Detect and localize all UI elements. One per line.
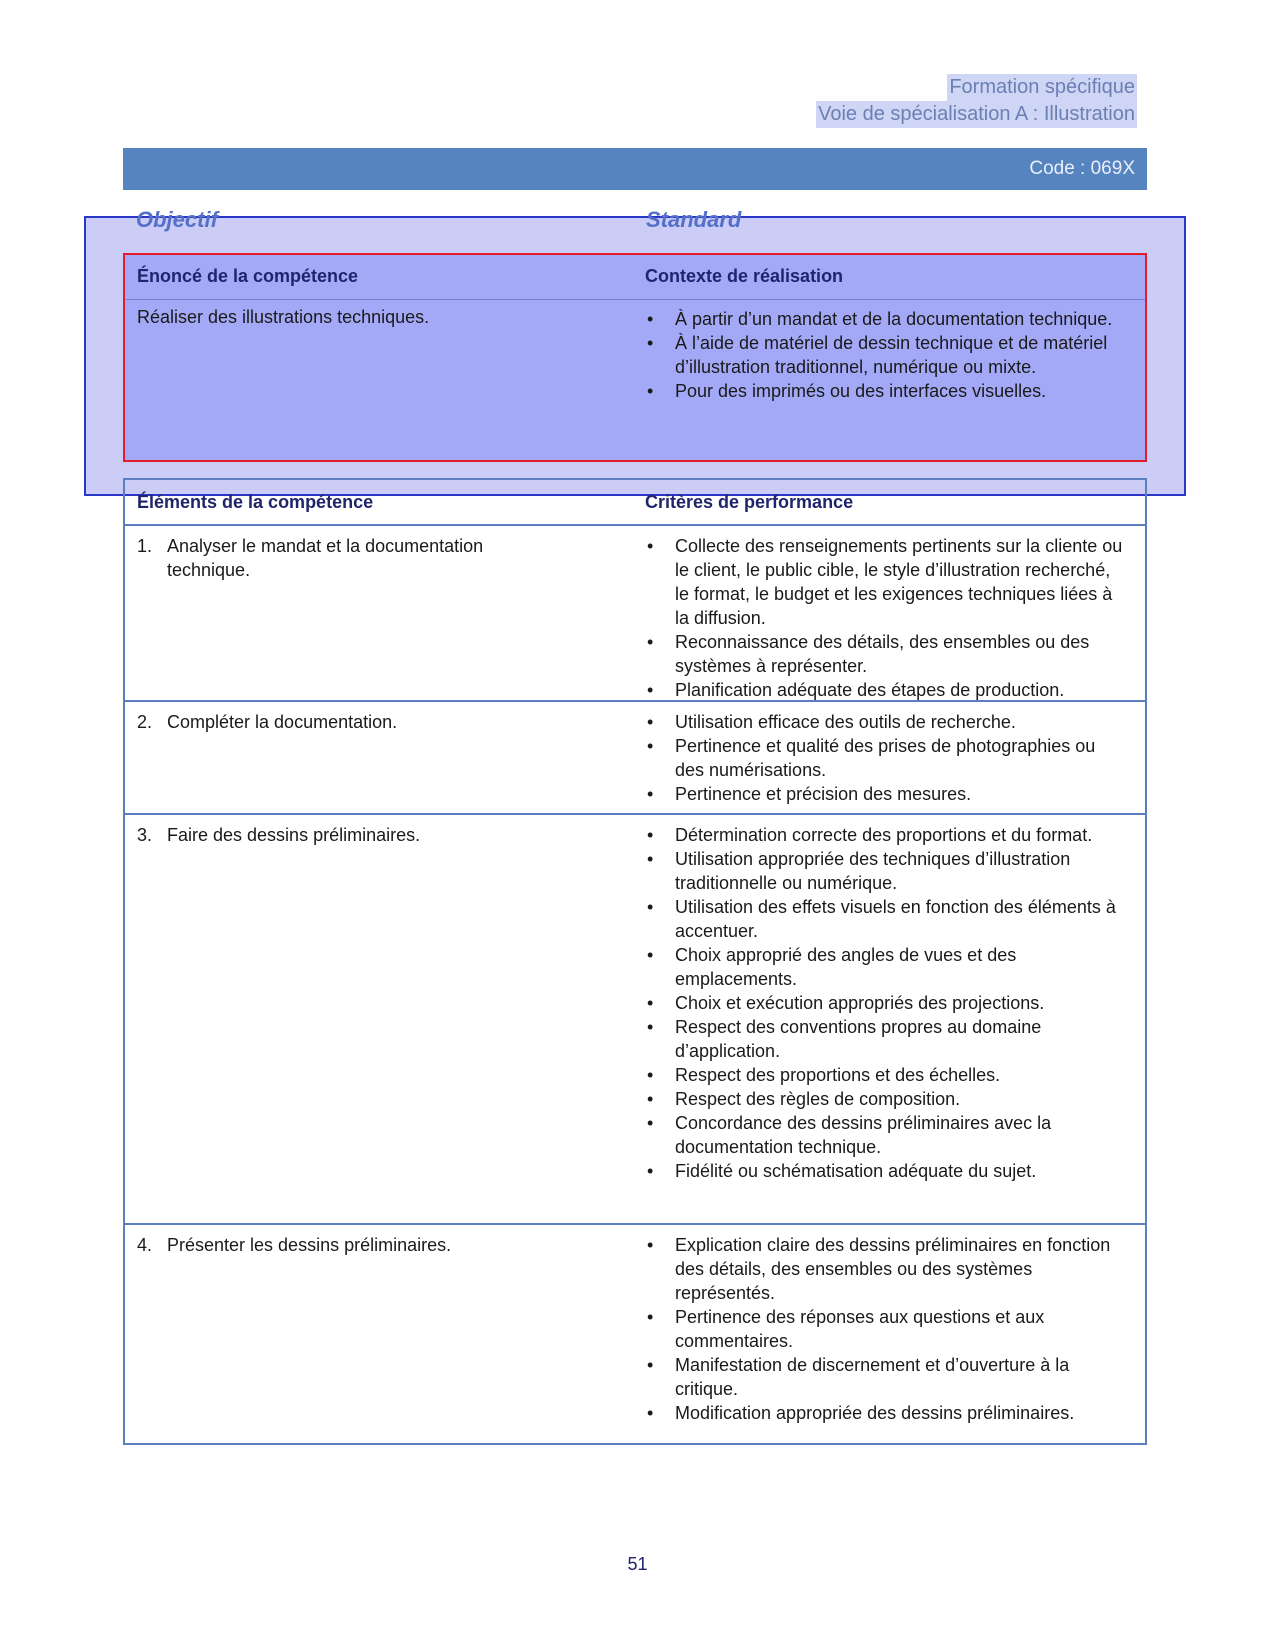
element-item xyxy=(137,1233,557,1257)
criteres-header: Critères de performance xyxy=(645,492,854,512)
critere-item: • Utilisation appropriée des techniques d’illustration traditionnelle ou numérique. xyxy=(645,847,1125,895)
critere-item: • Explication claire des dessins préliminaires en fonction des détails, des ensembles ou des systèmes représentés. xyxy=(645,1233,1125,1305)
contexte-item: • Pour des imprimés ou des interfaces visuelles. xyxy=(645,379,1125,403)
critere-item: • Reconnaissance des détails, des ensembles ou des systèmes à représenter. xyxy=(645,630,1125,678)
page-number: 51 xyxy=(627,1554,648,1574)
table-row xyxy=(125,702,1145,815)
critere-item: • Utilisation efficace des outils de recherche. xyxy=(645,710,1125,734)
elements-table-header xyxy=(125,480,1145,526)
critere-item: • Pertinence des réponses aux questions et aux commentaires. xyxy=(645,1305,1125,1353)
document-header xyxy=(816,74,1137,128)
element-text: Faire des dessins préliminaires. xyxy=(167,825,421,845)
critere-item: • Collecte des renseignements pertinents sur la cliente ou le client, le public cible, le style d’illustration recherché, le format, le budget et les exigences techniques liées à la diffusion. xyxy=(645,534,1125,630)
element-item xyxy=(137,534,557,582)
element-number: 2. xyxy=(137,712,153,732)
critere-item: • Respect des conventions propres au domaine d’application. xyxy=(645,1015,1125,1063)
critere-item: • Respect des proportions et des échelles. xyxy=(645,1063,1125,1087)
criteres-list xyxy=(645,1233,1125,1425)
header-formation: Formation spécifique xyxy=(947,74,1137,101)
critere-item: • Choix approprié des angles de vues et des emplacements. xyxy=(645,943,1125,991)
critere-item: • Pertinence et qualité des prises de photographies ou des numérisations. xyxy=(645,734,1125,782)
element-text: Compléter la documentation. xyxy=(167,712,398,732)
table-row xyxy=(125,815,1145,1225)
contexte-item: • À l’aide de matériel de dessin technique et de matériel d’illustration traditionnel, numérique ou mixte. xyxy=(645,331,1125,379)
criteres-list xyxy=(645,823,1125,1183)
element-number: 3. xyxy=(137,825,153,845)
header-divider xyxy=(125,299,1145,300)
critere-item: • Modification appropriée des dessins préliminaires. xyxy=(645,1401,1125,1425)
contexte-header: Contexte de réalisation xyxy=(645,266,844,286)
element-text: Analyser le mandat et la documentation technique. xyxy=(167,536,484,580)
code-bar xyxy=(123,148,1147,190)
table-row xyxy=(125,526,1145,702)
table-row xyxy=(125,1225,1145,1443)
standard-label: Standard xyxy=(646,207,742,232)
header-voie: Voie de spécialisation A : Illustration xyxy=(816,101,1137,128)
critere-item: • Pertinence et précision des mesures. xyxy=(645,782,1125,806)
element-item xyxy=(137,710,557,734)
objectif-label: Objectif xyxy=(136,207,218,232)
element-text: Présenter les dessins préliminaires. xyxy=(167,1235,452,1255)
code-label: Code : 069X xyxy=(1029,158,1135,179)
elements-header: Éléments de la compétence xyxy=(137,492,374,512)
critere-item: • Choix et exécution appropriés des projections. xyxy=(645,991,1125,1015)
enonce-text: Réaliser des illustrations techniques. xyxy=(137,307,430,327)
critere-item: • Utilisation des effets visuels en fonction des éléments à accentuer. xyxy=(645,895,1125,943)
critere-item: • Respect des règles de composition. xyxy=(645,1087,1125,1111)
contexte-list xyxy=(645,307,1125,403)
competence-box xyxy=(123,253,1147,462)
critere-item: • Concordance des dessins préliminaires avec la documentation technique. xyxy=(645,1111,1125,1159)
contexte-item: • À partir d’un mandat et de la documentation technique. xyxy=(645,307,1125,331)
element-number: 1. xyxy=(137,536,153,556)
element-item xyxy=(137,823,557,847)
critere-item: • Planification adéquate des étapes de production. xyxy=(645,678,1125,702)
critere-item: • Manifestation de discernement et d’ouverture à la critique. xyxy=(645,1353,1125,1401)
element-number: 4. xyxy=(137,1235,153,1255)
enonce-header: Énoncé de la compétence xyxy=(137,266,359,286)
critere-item: • Détermination correcte des proportions et du format. xyxy=(645,823,1125,847)
critere-item: • Fidélité ou schématisation adéquate du sujet. xyxy=(645,1159,1125,1183)
elements-table xyxy=(123,478,1147,1445)
criteres-list xyxy=(645,710,1125,806)
criteres-list xyxy=(645,534,1125,702)
